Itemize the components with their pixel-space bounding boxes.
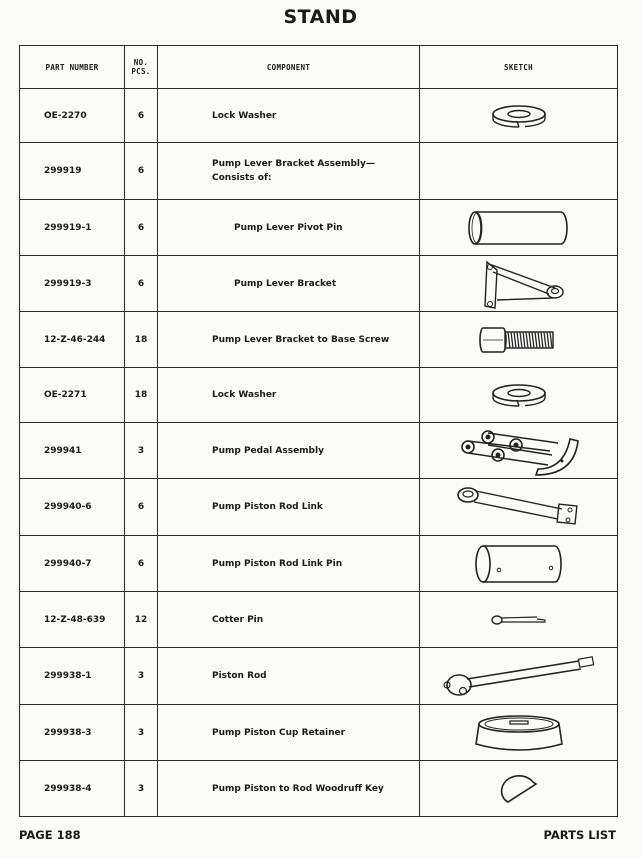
component-name bbox=[158, 592, 420, 648]
part-number: 299940-6 bbox=[20, 479, 125, 536]
header-component: COMPONENT bbox=[158, 46, 420, 89]
sketch-cell bbox=[420, 89, 618, 143]
component-name bbox=[158, 312, 420, 368]
sketch-cell bbox=[420, 479, 618, 536]
woodruff-key-sketch-icon bbox=[420, 774, 617, 804]
part-number: 299940-7 bbox=[20, 536, 125, 592]
component-line1: Cotter Pin bbox=[212, 614, 264, 625]
component-name bbox=[158, 536, 420, 592]
quantity: 6 bbox=[125, 89, 158, 143]
part-number: 12-Z-46-244 bbox=[20, 312, 125, 368]
quantity: 6 bbox=[125, 143, 158, 200]
component-line2: Consists of: bbox=[212, 173, 272, 183]
component-line1: Pump Lever Bracket Assembly— bbox=[212, 159, 375, 169]
quantity: 3 bbox=[125, 761, 158, 817]
component-name bbox=[158, 705, 420, 761]
component-line1: Lock Washer bbox=[212, 390, 277, 400]
part-number: 299938-4 bbox=[20, 761, 125, 817]
cotter-pin-sketch-icon bbox=[420, 613, 617, 627]
component-line1: Pump Lever Pivot Pin bbox=[234, 222, 343, 233]
parts-table bbox=[19, 45, 618, 817]
part-number: OE-2270 bbox=[20, 89, 125, 143]
component-name bbox=[158, 143, 420, 200]
component-name bbox=[158, 256, 420, 312]
part-number: 299938-3 bbox=[20, 705, 125, 761]
sketch-cell bbox=[420, 256, 618, 312]
sketch-cell bbox=[420, 648, 618, 705]
component-name bbox=[158, 368, 420, 423]
sketch-cell bbox=[420, 200, 618, 256]
component-line1: Lock Washer bbox=[212, 110, 277, 121]
quantity: 18 bbox=[125, 368, 158, 423]
header-no-pcs-line2: PCS. bbox=[131, 67, 151, 76]
page-title: STAND bbox=[283, 6, 358, 28]
quantity: 6 bbox=[125, 200, 158, 256]
table-row bbox=[20, 536, 618, 592]
component-line1: Pump Piston Rod Link Pin bbox=[212, 558, 343, 569]
part-number: 299938-1 bbox=[20, 648, 125, 705]
sketch-cell bbox=[420, 368, 618, 423]
component-name bbox=[158, 761, 420, 817]
sketch-cell bbox=[420, 761, 618, 817]
component-line1: Pump Piston Cup Retainer bbox=[212, 727, 346, 738]
component-line1: Piston Rod bbox=[212, 671, 267, 681]
table-row bbox=[20, 648, 618, 705]
component-name bbox=[158, 648, 420, 705]
table-row bbox=[20, 592, 618, 648]
sketch-cell bbox=[420, 423, 618, 479]
quantity: 12 bbox=[125, 592, 158, 648]
component-name bbox=[158, 423, 420, 479]
part-number: OE-2271 bbox=[20, 368, 125, 423]
table-row bbox=[20, 423, 618, 479]
quantity: 3 bbox=[125, 705, 158, 761]
sketch-cell bbox=[420, 536, 618, 592]
component-line1: Pump Lever Bracket bbox=[234, 278, 337, 289]
table-row bbox=[20, 705, 618, 761]
component-line1: Pump Piston Rod Link bbox=[212, 502, 323, 512]
section-label: PARTS LIST bbox=[543, 828, 616, 842]
sketch-cell bbox=[420, 592, 618, 648]
table-row bbox=[20, 143, 618, 200]
table-row bbox=[20, 368, 618, 423]
lock-washer-sketch-icon bbox=[420, 383, 617, 407]
component-line1: Pump Pedal Assembly bbox=[212, 445, 324, 456]
part-number: 299941 bbox=[20, 423, 125, 479]
pedal-assembly-sketch-icon bbox=[420, 425, 617, 477]
cup-retainer-sketch-icon bbox=[420, 712, 617, 754]
sketch-cell bbox=[420, 143, 618, 200]
header-part-number: PART NUMBER bbox=[20, 46, 125, 89]
part-number: 299919 bbox=[20, 143, 125, 200]
quantity: 6 bbox=[125, 536, 158, 592]
piston-rod-sketch-icon bbox=[420, 651, 617, 701]
bolt-sketch-icon bbox=[420, 322, 617, 358]
bracket-sketch-icon bbox=[420, 258, 617, 310]
quantity: 18 bbox=[125, 312, 158, 368]
table-row bbox=[20, 200, 618, 256]
quantity: 6 bbox=[125, 256, 158, 312]
quantity: 6 bbox=[125, 479, 158, 536]
component-name bbox=[158, 479, 420, 536]
component-line1: Pump Lever Bracket to Base Screw bbox=[212, 334, 390, 345]
table-row bbox=[20, 761, 618, 817]
table-row bbox=[20, 312, 618, 368]
table-row bbox=[20, 89, 618, 143]
header-no-pcs bbox=[125, 46, 158, 89]
rod-link-sketch-icon bbox=[420, 483, 617, 531]
page-number: PAGE 188 bbox=[19, 828, 81, 842]
header-no-pcs-line1: NO. bbox=[133, 58, 149, 67]
table-row bbox=[20, 479, 618, 536]
table-header-row bbox=[20, 46, 618, 89]
sketch-cell bbox=[420, 705, 618, 761]
pivot-pin-sketch-icon bbox=[420, 208, 617, 248]
component-name bbox=[158, 200, 420, 256]
link-pin-sketch-icon bbox=[420, 542, 617, 586]
quantity: 3 bbox=[125, 648, 158, 705]
part-number: 299919-3 bbox=[20, 256, 125, 312]
sketch-cell bbox=[420, 312, 618, 368]
header-sketch: SKETCH bbox=[420, 46, 618, 89]
part-number: 12-Z-48-639 bbox=[20, 592, 125, 648]
part-number: 299919-1 bbox=[20, 200, 125, 256]
component-name bbox=[158, 89, 420, 143]
component-line1: Pump Piston to Rod Woodruff Key bbox=[212, 783, 384, 794]
lock-washer-sketch-icon bbox=[420, 104, 617, 128]
table-row bbox=[20, 256, 618, 312]
quantity: 3 bbox=[125, 423, 158, 479]
